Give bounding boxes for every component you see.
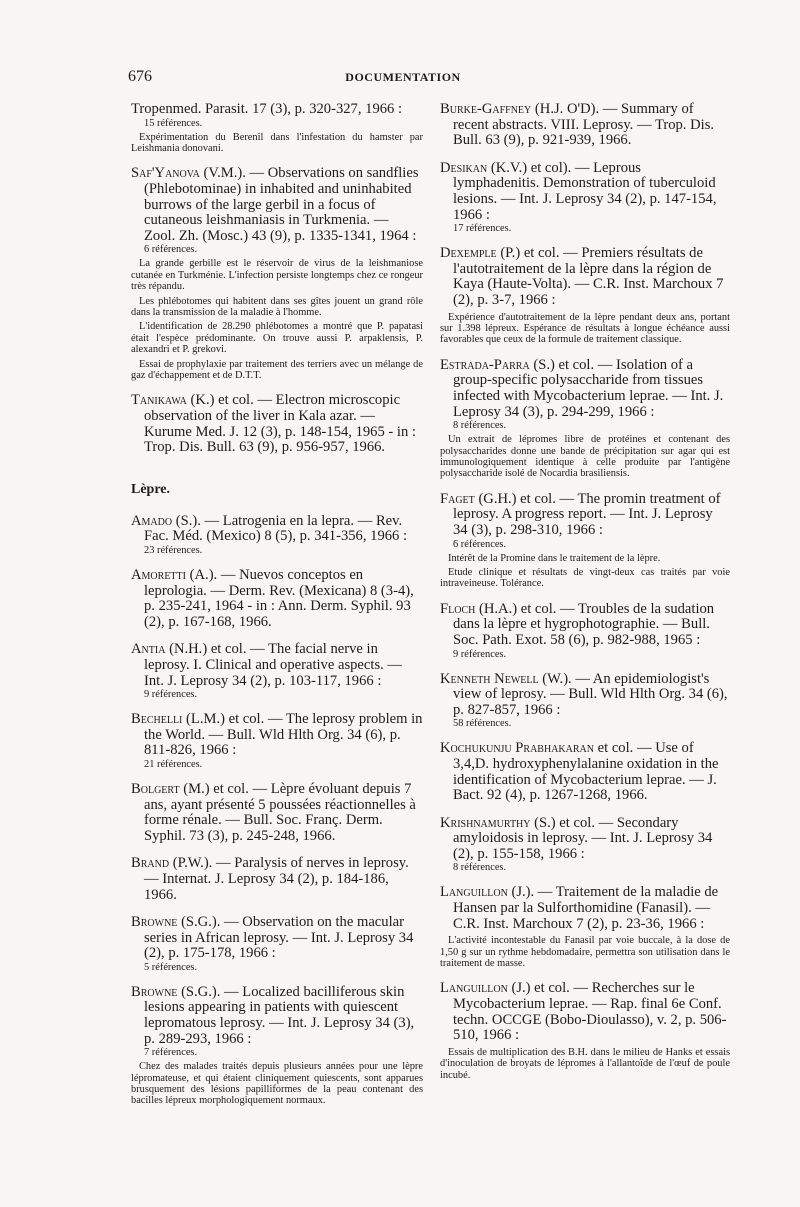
citation-text: (N.H.) et col. — The facial nerve in leprosy. I. Clinical and operative aspects. — Int. J. Leprosy 34 (2), p. 103-117, 1966 :	[144, 641, 403, 689]
citation-text: (J.) et col. — Recherches sur le Mycobacterium leprae. — Rap. final 6e Conf. techn. OCCGE (Bobo-Dioulasso), v. 2, p. 506-510, 1966 :	[453, 980, 727, 1044]
author-name: Floch	[440, 600, 476, 617]
author-name: Desikan	[440, 159, 488, 176]
bibliography-entry	[440, 672, 730, 730]
abstract-note: Expérience d'autotraitement de la lèpre pendant deux ans, portant sur 1.398 lépreux. Espérance de résultats à longue échéance aussi favorables que ceux de la formule de traitement classique.	[440, 311, 730, 346]
citation-text: (J.). — Traitement de la maladie de Hansen par la Sulforthomidine (Fanasil). — C.R. Inst. Marchoux 7 (2), p. 23-36, 1966 :	[453, 884, 719, 932]
bibliography-entry	[131, 514, 423, 556]
bibliography-entry	[440, 885, 730, 969]
citation	[440, 102, 730, 149]
citation	[440, 816, 730, 863]
author-name: Browne	[131, 983, 178, 1000]
citation-text: (V.M.). — Observations on sandflies (Phlebotominae) in inhabited and uninhabited burrows of the large gerbil in a focus of cutaneous leishmaniasis in Turkmenia. — Zool. Zh. (Mosc.) 43 (9), p. 1335-1341, 1964 :	[144, 165, 419, 244]
left-entries-top	[131, 102, 423, 456]
citation	[131, 782, 423, 844]
author-name: Tanikawa	[131, 392, 187, 409]
bibliography-entry	[440, 358, 730, 480]
abstract-note: L'activité incontestable du Fanasil par voie buccale, à la dose de 1,50 g sur un rythme hebdomadaire, permettra son utilisation dans le traitement de masse.	[440, 935, 730, 970]
citation-text: (G.H.) et col. — The promin treatment of leprosy. A progress report. — Int. J. Leprosy 34 (3), p. 298-310, 1966 :	[453, 490, 721, 538]
citation	[131, 102, 423, 118]
author-name: Kochukunju Prabhakaran	[440, 740, 594, 757]
citation-text: (P.) et col. — Premiers résultats de l'autotraitement de la lèpre dans la région de Kaya (Haute-Volta). — C.R. Inst. Marchoux 7 (2), p. 3-7, 1966 :	[453, 245, 724, 308]
citation-text: (M.) et col. — Lèpre évoluant depuis 7 ans, ayant présenté 5 poussées réactionnelles à forme rénale. — Bull. Soc. Franç. Derm. Syphil. 73 (3), p. 245-248, 1966.	[144, 780, 416, 844]
citation-text: (S.) et col. — Secondary amyloidosis in leprosy. — Int. J. Leprosy 34 (2), p. 155-158, 1966 :	[453, 814, 713, 862]
citation-text: (S.G.). — Observation on the macular series in African leprosy. — Int. J. Leprosy 34 (2), p. 175-178, 1966 :	[144, 914, 414, 962]
citation	[131, 985, 423, 1047]
citation-text: (L.M.) et col. — The leprosy problem in the World. — Bull. Wld Hlth Org. 34 (6), p. 811-826, 1966 :	[144, 711, 423, 759]
reference-count: 15 références.	[144, 117, 203, 129]
reference-count: 58 références.	[453, 718, 512, 730]
author-name: Kenneth Newell	[440, 670, 539, 687]
bibliography-entry	[131, 102, 423, 154]
citation	[131, 915, 423, 962]
abstract-note: La grande gerbille est le réservoir de virus de la leishmaniose cutanée en Turkménie. L'infection persiste longtemps chez ce rongeur très répandu.	[131, 258, 423, 293]
author-name: Amoretti	[131, 567, 186, 583]
reference-count: 9 références.	[453, 648, 507, 660]
author-name: Languillon	[440, 980, 508, 997]
bibliography-entry	[131, 393, 423, 455]
reference-count: 17 références.	[453, 223, 512, 235]
citation	[131, 856, 423, 903]
reference-count: 21 références.	[144, 758, 203, 770]
citation-text: (W.). — An epidemiologist's view of leprosy. — Bull. Wld Hlth Org. 34 (6), p. 827-857, 1966 :	[453, 670, 728, 718]
citation	[440, 741, 730, 803]
citation-text: (K.) et col. — Electron microscopic observation of the liver in Kala azar. — Kurume Med. J. 12 (3), p. 148-154, 1965 - in : Trop. Dis. Bull. 63 (9), p. 956-957, 1966.	[144, 392, 416, 456]
reference-count: 9 références.	[144, 689, 198, 701]
bibliography-entry	[440, 161, 730, 234]
left-column	[131, 102, 423, 1119]
citation	[440, 672, 730, 719]
author-name: Estrada-Parra	[440, 356, 530, 373]
reference-count: 8 références.	[453, 420, 507, 432]
bibliography-entry	[131, 568, 423, 630]
author-name: Krishnamurthy	[440, 814, 531, 831]
abstract-note: Un extrait de lépromes libre de protéines et contenant des polysaccharides donne une bande de précipitation sur agar qui est immunologiquement identique à celle produite par l'antigène polysaccharide isolé de Nocardia brasiliensis.	[440, 434, 730, 480]
author-name: Amado	[131, 512, 173, 529]
abstract-note: Essai de prophylaxie par traitement des terriers avec un mélange de gaz d'échappement et de D.T.T.	[131, 358, 423, 382]
citation-text: (S.). — Latrogenia en la lepra. — Rev. Fac. Méd. (Mexico) 8 (5), p. 341-356, 1966 :	[144, 512, 408, 545]
section-title: Lèpre.	[131, 481, 171, 497]
abstract-note: Etude clinique et résultats de vingt-deux cas traités par voie intraveineuse. Tolérance.	[440, 566, 730, 590]
author-name: Bolgert	[131, 780, 180, 797]
bibliography-entry	[440, 246, 730, 346]
citation	[440, 358, 730, 420]
right-column	[440, 102, 730, 1093]
bibliography-entry	[131, 985, 423, 1107]
abstract-note: Expérimentation du Berenil dans l'infestation du hamster par Leishmania donovani.	[131, 131, 423, 154]
citation	[440, 602, 730, 649]
citation-text: (H.J. O'D). — Summary of recent abstracts. VIII. Leprosy. — Trop. Dis. Bull. 63 (9), p. 921-939, 1966.	[453, 101, 715, 149]
citation	[440, 161, 730, 223]
citation	[440, 246, 730, 308]
citation-text: (S.) et col. — Isolation of a group-specific polysaccharide from tissues infected with Mycobacterium leprae. — Int. J. Leprosy 34 (3), p. 294-299, 1966 :	[453, 356, 724, 420]
bibliography-entry	[440, 102, 730, 149]
bibliography-entry	[131, 712, 423, 770]
reference-count: 8 références.	[453, 862, 507, 874]
abstract-note: Essais de multiplication des B.H. dans le milieu de Hanks et essais d'inoculation de broyats de lépromes à l'allantoïde de l'œuf de poule incubé.	[440, 1046, 730, 1081]
citation	[131, 393, 423, 455]
running-head: DOCUMENTATION	[345, 70, 461, 84]
author-name: Bechelli	[131, 711, 183, 728]
bibliography-entry	[440, 492, 730, 590]
author-name: Faget	[440, 490, 475, 507]
bibliography-entry	[131, 166, 423, 381]
reference-count: 7 références.	[144, 1047, 198, 1059]
author-name: Languillon	[440, 884, 508, 901]
reference-count: 6 références.	[144, 244, 198, 256]
author-name: Dexemple	[440, 245, 497, 262]
citation-text: (H.A.) et col. — Troubles de la sudation dans la lèpre et hygrophotographie. — Bull. Soc. Path. Exot. 58 (6), p. 982-988, 1965 :	[453, 600, 715, 648]
author-name: Brand	[131, 855, 170, 872]
citation-text: (K.V.) et col). — Leprous lymphadenitis. Demonstration of tuberculoid lesions. — Int. J. Leprosy 34 (2), p. 147-154, 1966 :	[453, 159, 717, 223]
bibliography-entry	[131, 915, 423, 973]
bibliography-entry	[440, 816, 730, 874]
citation	[131, 712, 423, 759]
citation-text: (A.). — Nuevos conceptos en leprologia. — Derm. Rev. (Mexicana) 8 (3-4), p. 235-241, 1964 - in : Ann. Derm. Syphil. 93 (2), p. 167-168, 1966.	[144, 567, 414, 630]
page-header	[128, 68, 678, 88]
bibliography-entry	[131, 642, 423, 700]
reference-count: 5 références.	[144, 961, 198, 973]
bibliography-entry	[440, 741, 730, 803]
left-entries-bottom	[131, 514, 423, 1107]
author-name: Burke-Gaffney	[440, 101, 532, 117]
bibliography-entry	[440, 981, 730, 1081]
citation	[131, 642, 423, 689]
author-name: Saf'Yanova	[131, 165, 200, 182]
citation-text: et col. — Use of 3,4,D. hydroxyphenylalanine oxidation in the identification of Mycobacterium leprae. — J. Bact. 92 (4), p. 1267-1268, 1966.	[453, 740, 719, 804]
abstract-note: Chez des malades traités depuis plusieurs années pour une lèpre lépromateuse, et qui étaient cliniquement quiescents, sont apparues brusquement des lésions papilliformes de la peau contenant des bacilles lépreux morphologiquement normaux.	[131, 1061, 423, 1107]
citation	[440, 981, 730, 1043]
citation-text: Tropenmed. Parasit. 17 (3), p. 320-327, 1966 :	[131, 101, 403, 117]
reference-count: 6 références.	[453, 538, 507, 550]
citation	[440, 885, 730, 932]
page-number: 676	[128, 68, 152, 85]
citation	[131, 568, 423, 630]
reference-count: 23 références.	[144, 545, 203, 556]
citation-text: (S.G.). — Localized bacilliferous skin lesions appearing in patients with quiescent lepromatous leprosy. — Int. J. Leprosy 34 (3), p. 289-293, 1966 :	[144, 983, 415, 1047]
right-entries	[440, 102, 730, 1081]
citation-text: (P.W.). — Paralysis of nerves in leprosy. — Internat. J. Leprosy 34 (2), p. 184-186, 1966.	[144, 855, 409, 903]
author-name: Antia	[131, 641, 166, 658]
author-name: Browne	[131, 914, 178, 931]
abstract-note: Intérêt de la Promine dans le traitement de la lèpre.	[448, 552, 661, 564]
bibliography-entry	[131, 782, 423, 844]
bibliography-entry	[440, 602, 730, 660]
abstract-note: Les phlébotomes qui habitent dans ses gîtes jouent un grand rôle dans la transmission de la maladie à l'homme.	[131, 295, 423, 318]
citation	[440, 492, 730, 539]
citation	[131, 166, 423, 244]
citation	[131, 514, 423, 545]
bibliography-entry	[131, 856, 423, 903]
abstract-note: L'identification de 28.290 phlébotomes a montré que P. papatasi était l'espèce prédominante. On trouve aussi P. arpaklensis, P. alexandri et P. grekovi.	[131, 321, 423, 356]
